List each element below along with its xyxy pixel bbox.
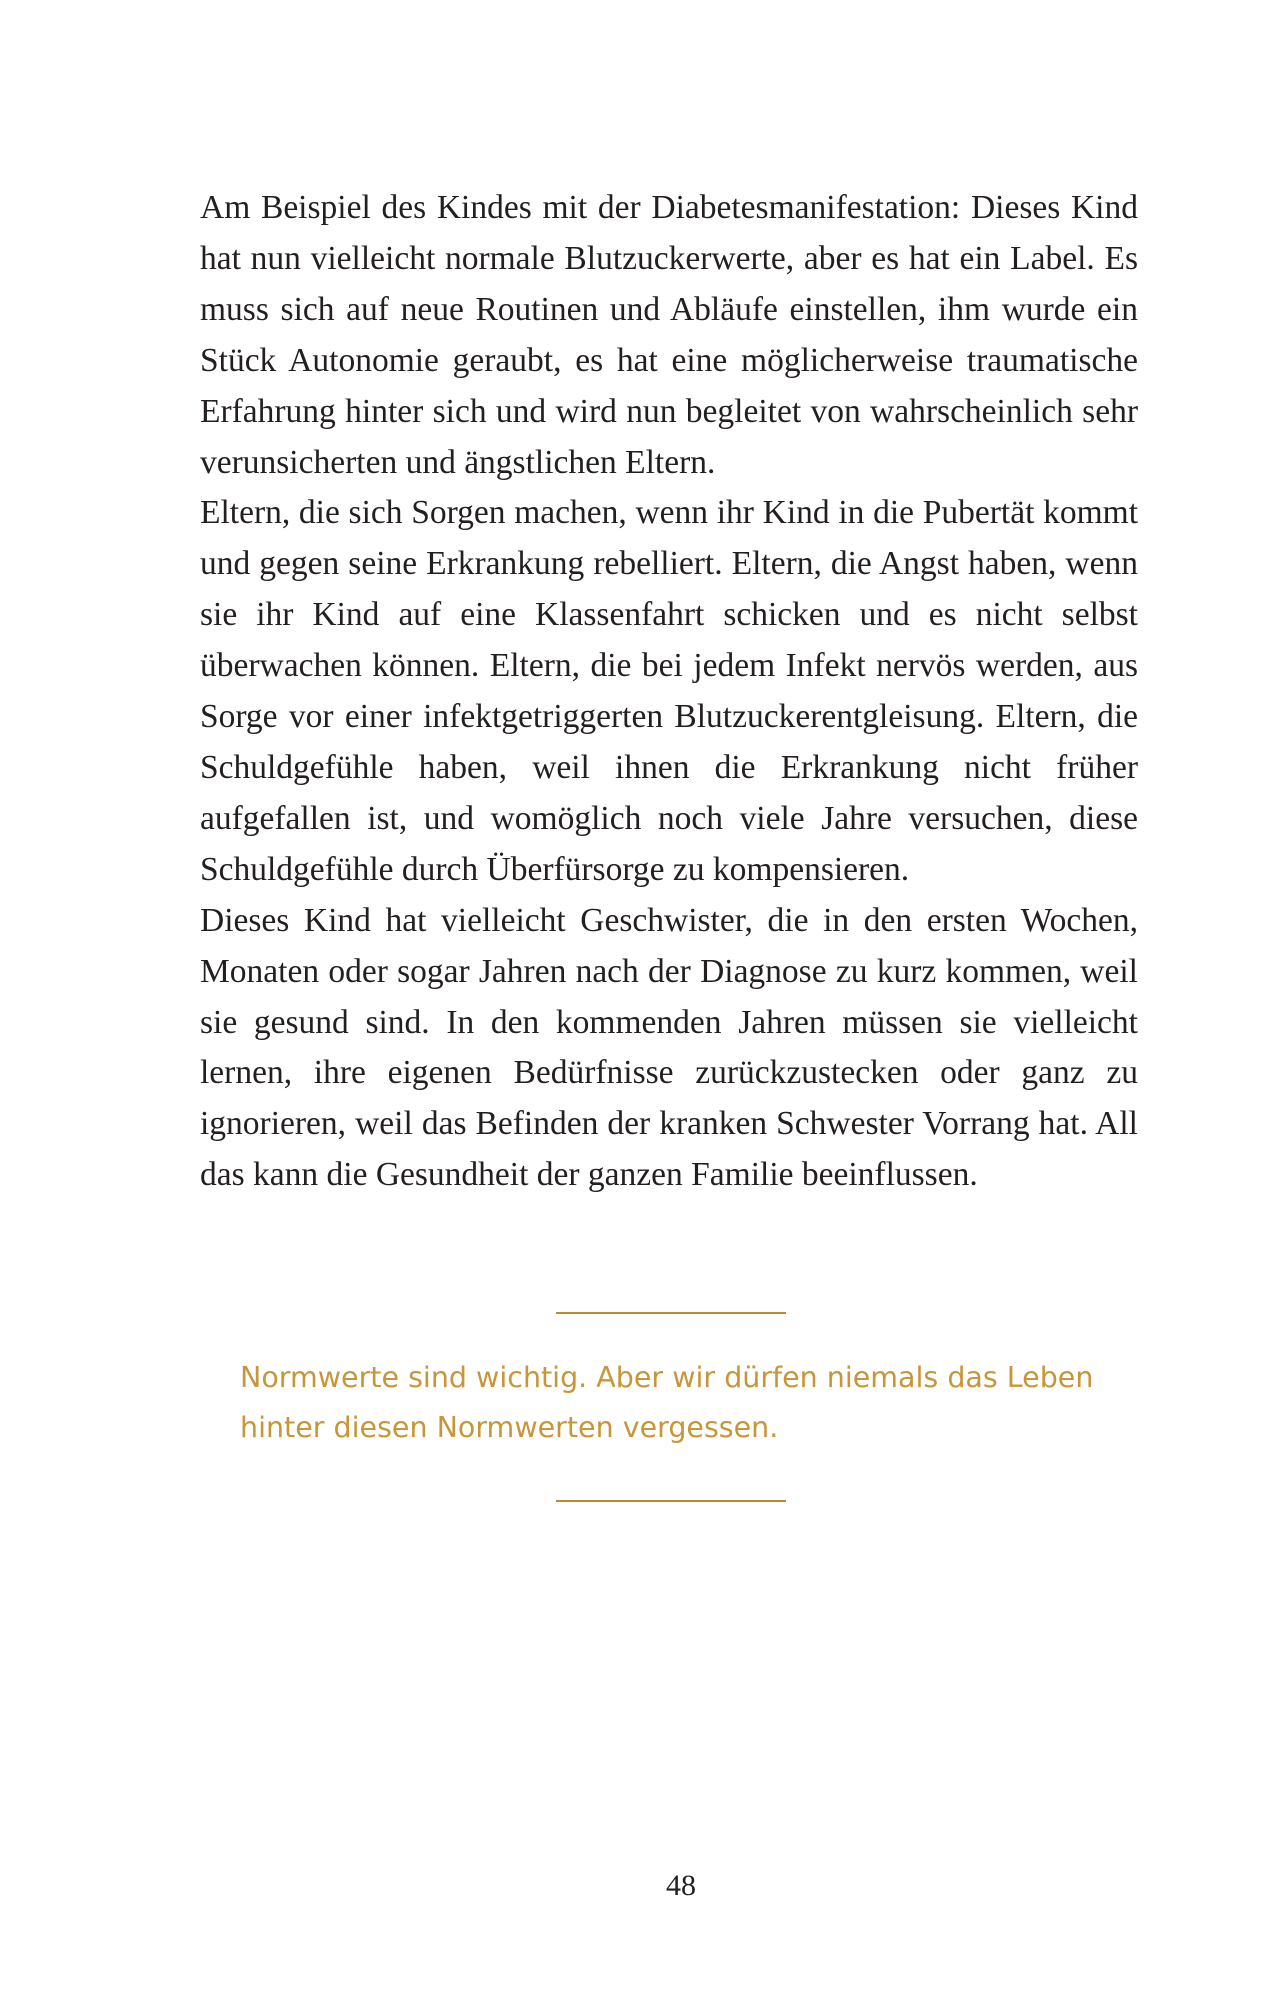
paragraph-parents: Eltern, die sich Sorgen machen, wenn ihr Kind in die Pubertät kommt und gegen seine Erkrankung rebelliert. Eltern, die Angst haben, wenn sie ihr Kind auf eine Klassenfahrt schicken und es nicht selbst überwachen können. Eltern, die bei jedem Infekt nervös werden, aus Sorge vor einer infektgetriggerten Blutzuckerentgleisung. Eltern, die Schuldgefühle haben, weil ihnen die Erkrankung nicht früher aufgefallen ist, und womöglich noch viele Jahre versuchen, diese Schuldgefühle durch Überfürsorge zu kompensieren. — [200, 494, 1138, 888]
quote-divider-top — [556, 1312, 786, 1314]
page-number: 48 — [666, 1869, 696, 1902]
pull-quote: Normwerte sind wichtig. Aber wir dürfen niemals das Leben hinter diesen Normwerten vergessen. — [240, 1361, 1094, 1444]
quote-divider-bottom — [556, 1500, 786, 1502]
paragraph-siblings: Dieses Kind hat vielleicht Geschwister, die in den ersten Wochen, Monaten oder sogar Jahren nach der Diagnose zu kurz kommen, weil sie gesund sind. In den kommenden Jahren müssen sie vielleicht lernen, ihre eigenen Bedürfnisse zurückzustecken oder ganz zu ignorieren, weil das Befinden der kranken Schwester Vorrang hat. All das kann die Gesundheit der ganzen Familie beeinflussen. — [200, 901, 1138, 1194]
body-text — [200, 183, 1138, 1201]
paragraph-diabetes-example: Am Beispiel des Kindes mit der Diabetesmanifestation: Dieses Kind hat nun vielleicht normale Blutzuckerwerte, aber es hat ein Label. Es muss sich auf neue Routinen und Abläufe einstellen, ihm wurde ein Stück Autonomie geraubt, es hat eine möglicherweise traumatische Erfahrung hinter sich und wird nun begleitet von wahrscheinlich sehr verunsicherten und ängstlichen Eltern. — [200, 189, 1138, 481]
